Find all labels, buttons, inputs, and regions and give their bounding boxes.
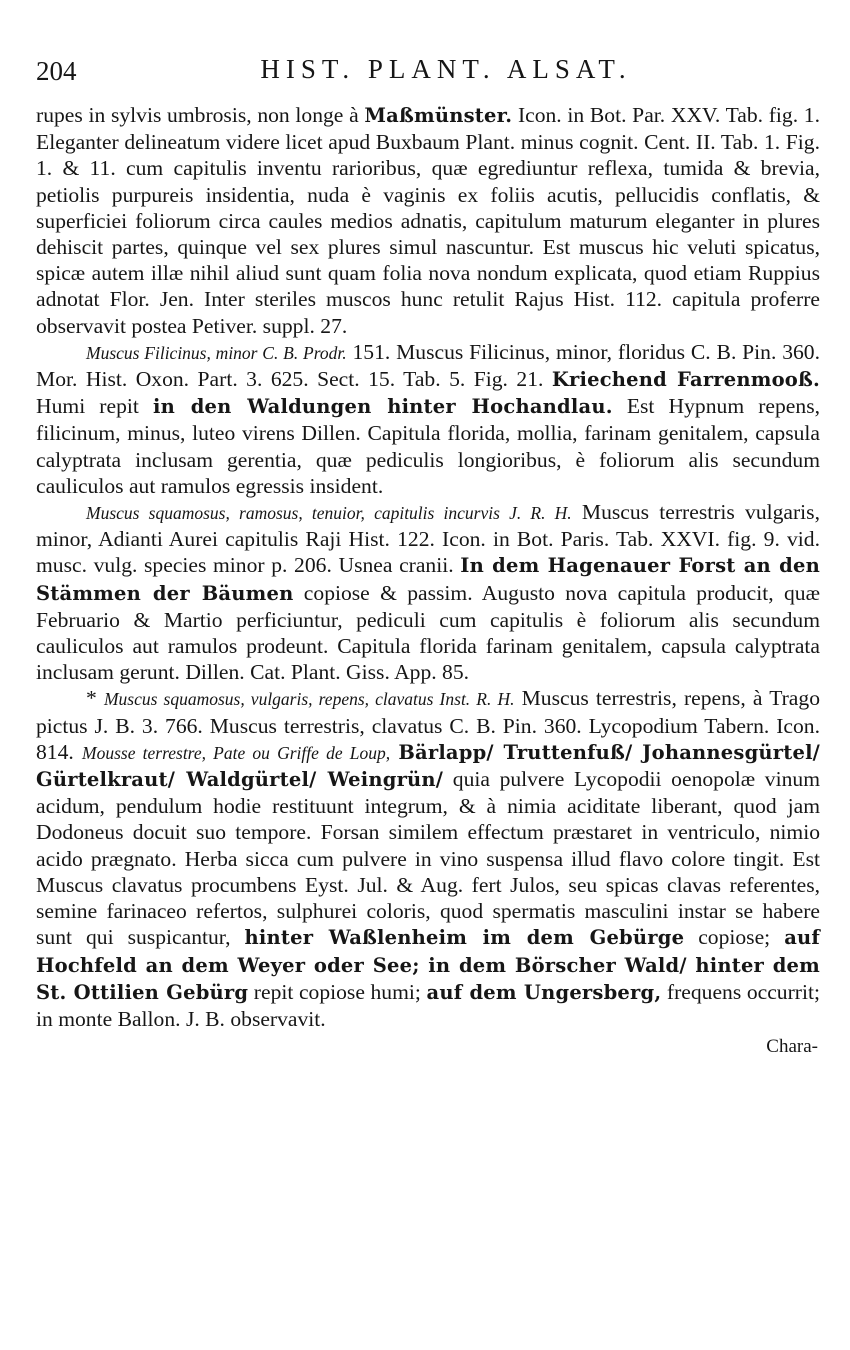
german-locality: auf dem Ungersberg, [426, 980, 662, 1004]
page-body [36, 102, 820, 1060]
entry-heading: Muscus squamosus, vulgaris, repens, clavatus Inst. R. H. [103, 689, 515, 710]
text-run: Est Hypnum repens, filicinum, minus, luteo virens Dillen. Capitula florida, mollia, farinam genitalem, capsula calyptrata inclusam gerentia, quæ pediculis longioribus, è foliorum alis secundum cauliculos aut ramulos egressis insident. [36, 394, 820, 498]
german-names: Bärlapp/ Truttenfuß/ Johannesgürtel/ Gürtelkraut/ Waldgürtel/ Weingrün/ [36, 740, 820, 792]
entry-muscus-filicinus [36, 339, 820, 499]
text-run: quia pulvere Lycopodii oenopolæ vinum acidum, pendulum hodie restituunt integrum, & à nimia aciditate liberant, quod jam Dodoneus docuit suo tempore. Forsan similem effectum præstaret in ventriculo, nimio acido prægnato. Herba sicca cum pulvere in vino suspensa illud flavo colore tingit. Est Muscus clavatus procumbens Eyst. Jul. & Aug. fert Julos, seu spicas clavas referentes, semine farinaceo refertos, sulphurei coloris, quod spermatis masculini instar se habere sunt qui suspicantur, [36, 767, 820, 950]
entry-heading: Muscus squamosus, ramosus, tenuior, capitulis incurvis J. R. H. [86, 503, 572, 524]
page-number: 204 [36, 56, 77, 86]
text-run: 151. Muscus Filicinus, minor, floridus C. B. Pin. 360. Mor. Hist. Oxon. Part. 3. 625. Sect. 15. Tab. 5. Fig. 21. [36, 339, 820, 392]
text-run: frequens occurrit; in monte Ballon. J. B. observavit. [36, 979, 820, 1031]
paragraph-continuation [36, 102, 820, 339]
entry-muscus-squamosus-ramosus [36, 499, 820, 685]
german-locality: auf Hochfeld an dem Weyer oder See; in dem Börscher Wald/ hinter dem St. Ottilien Gebürg [36, 926, 820, 1004]
entry-muscus-squamosus-vulgaris [36, 685, 820, 1032]
asterisk-mark: * [86, 686, 104, 711]
text-run: Muscus terrestris, repens, à Trago pictus J. B. 3. 766. Muscus terrestris, clavatus C. B. Pin. 360. Lycopodium Tabern. Icon. 814. [36, 686, 820, 764]
german-blackletter-text: Maßmünster. [364, 104, 513, 127]
text-run: repit copiose humi; [248, 979, 427, 1004]
entry-heading: Muscus Filicinus, minor C. B. Prodr. [86, 342, 347, 363]
german-locality: In dem Hagenauer Forst an den Stämmen der Bäumen [36, 554, 820, 605]
text-run: Muscus terrestris vulgaris, minor, Adianti Aurei capitulis Raji Hist. 122. Icon. in Bot. Paris. Tab. XXVI. fig. 9. vid. musc. vulg. species minor p. 206. Usnea cranii. [36, 500, 820, 578]
german-name: Kriechend Farrenmooß. [551, 368, 821, 392]
text-run: Humi repit [36, 394, 153, 419]
running-title: HIST. PLANT. ALSAT. [260, 54, 632, 84]
text-run: copiose; [684, 925, 785, 950]
german-locality: in den Waldungen hinter Hochandlau. [153, 395, 613, 419]
catchword: Chara- [766, 1036, 818, 1058]
text-run: copiose & passim. Augusto nova capitula producit, quæ Februario & Martio perficiuntur, pediculi cum capitulis è foliorum alis secundum cauliculos aut ramulos prodeunt. Capitula florida farinam genitalem, capsula calyptrata inclusam gerunt. Dillen. Cat. Plant. Giss. App. 85. [36, 580, 820, 685]
german-locality: hinter Waßlenheim im dem Gebürge [244, 926, 685, 950]
text-run: Icon. in Bot. Par. XXV. Tab. fig. 1. Eleganter delineatum videre licet apud Buxbaum Plant. minus cognit. Cent. II. Tab. 1. Fig. 1. & 11. cum capitulis inventu rarioribus, quæ egrediuntur reflexa, tumida & brevia, petiolis purpureis insidentia, nuda è vaginis ex foliis acutis, pellucidis conflatis, & superficiei foliorum circa caules medios adnatis, capitulum maturum eleganter in plures dehiscit partes, quinque vel sex plures simul nascuntur. Est muscus hic veluti spicatus, spicæ autem illæ nihil aliud sunt quam folia nova nondum explicata, quod etiam Ruppius adnotat Flor. Jen. Inter steriles muscos hunc retulit Rajus Hist. 112. capitula proferre observavit postea Petiver. suppl. 27. [36, 103, 820, 338]
french-name: Mousse terrestre, Pate ou Griffe de Loup, [82, 742, 391, 763]
text-run: rupes in sylvis umbrosis, non longe à [36, 103, 365, 127]
page-header [36, 52, 820, 102]
